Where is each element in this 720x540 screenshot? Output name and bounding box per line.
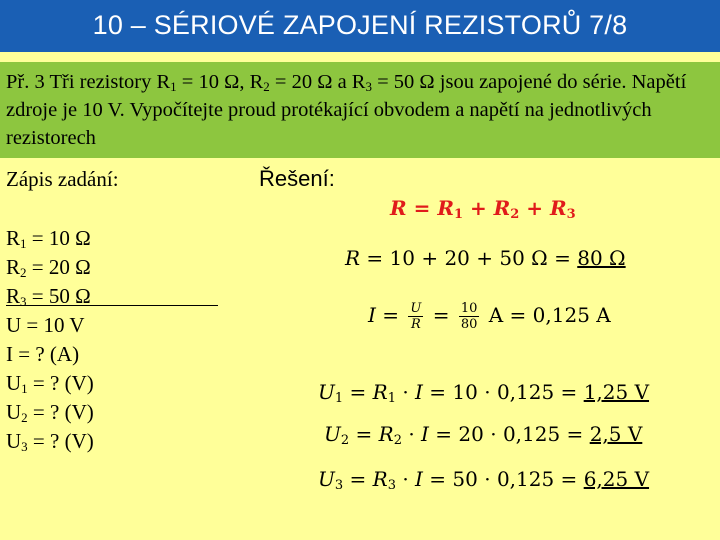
operator: = bbox=[375, 303, 406, 327]
given-symbol: U bbox=[6, 371, 22, 395]
given-list bbox=[6, 224, 246, 456]
var-r: R bbox=[550, 196, 567, 220]
var-u: U bbox=[318, 380, 335, 404]
operator: = bbox=[406, 196, 438, 220]
subscript: 1 bbox=[21, 381, 28, 396]
fraction-10-over-80 bbox=[459, 301, 480, 332]
given-value: = 10 Ω bbox=[26, 226, 91, 250]
problem-text-part: = 10 Ω, R bbox=[176, 71, 264, 93]
given-value: = ? (V) bbox=[27, 371, 94, 395]
var-r: R bbox=[372, 467, 388, 491]
numerator: U bbox=[410, 301, 422, 316]
given-separator-line bbox=[6, 305, 218, 306]
subscript: 3 bbox=[365, 79, 372, 94]
given-value: = ? (V) bbox=[27, 429, 94, 453]
given-line bbox=[6, 369, 246, 398]
given-line bbox=[6, 282, 246, 311]
subscript: 2 bbox=[20, 265, 27, 280]
formula-expression: = 20 · 0,125 = bbox=[428, 422, 590, 446]
zapis-title: Zápis zadání: bbox=[6, 167, 119, 191]
formula-voltage-u1 bbox=[318, 380, 649, 404]
subscript: 1 bbox=[20, 236, 27, 251]
subscript: 1 bbox=[387, 391, 396, 406]
subscript: 3 bbox=[566, 207, 576, 222]
operator: = bbox=[349, 422, 379, 446]
formula-expression: = 10 + 20 + 50 Ω = bbox=[360, 246, 578, 270]
fraction-u-over-r bbox=[408, 301, 423, 332]
problem-text-part: = 50 Ω jsou zapojené do série. Napětí zdroje je 10 V. Vypočítejte proud protékající obvodem a napětí na jednotlivých rezistorech bbox=[6, 71, 687, 149]
operator: · bbox=[401, 422, 422, 446]
var-r: R bbox=[345, 246, 361, 270]
var-r: R bbox=[372, 380, 388, 404]
denominator: 80 bbox=[460, 317, 478, 332]
given-symbol: U bbox=[6, 429, 22, 453]
given-line bbox=[6, 224, 246, 253]
result-current: 0,125 A bbox=[532, 303, 611, 327]
subscript: 2 bbox=[340, 433, 350, 448]
subscript: 3 bbox=[20, 294, 27, 309]
given-symbol: R bbox=[6, 284, 21, 308]
problem-text bbox=[6, 68, 706, 152]
result-voltage-u2: 2,5 V bbox=[589, 422, 643, 446]
operator: = bbox=[343, 380, 373, 404]
subscript: 2 bbox=[393, 433, 402, 448]
formula-expression: = 50 · 0,125 = bbox=[422, 467, 584, 491]
subscript: 2 bbox=[21, 410, 28, 425]
var-i: I bbox=[415, 380, 423, 404]
given-line bbox=[6, 427, 246, 456]
subscript: 3 bbox=[21, 439, 28, 454]
subscript: 1 bbox=[334, 391, 344, 406]
operator: = bbox=[426, 303, 456, 327]
var-r: R bbox=[390, 196, 407, 220]
given-symbol: I = ? (A) bbox=[6, 342, 80, 366]
given-line bbox=[6, 398, 246, 427]
problem-text-part: = 20 Ω a R bbox=[269, 71, 366, 93]
given-symbol: U = 10 V bbox=[6, 313, 85, 337]
given-value: = ? (V) bbox=[27, 400, 94, 424]
result-voltage-u3: 6,25 V bbox=[583, 467, 650, 491]
denominator: R bbox=[410, 317, 421, 332]
given-symbol: U bbox=[6, 400, 22, 424]
subscript: 1 bbox=[453, 207, 463, 222]
subscript: 3 bbox=[387, 478, 396, 493]
formula-total-resistance-general bbox=[390, 196, 576, 220]
title-bar bbox=[0, 0, 720, 52]
var-i: I bbox=[368, 303, 376, 327]
var-i: I bbox=[421, 422, 429, 446]
var-u: U bbox=[318, 467, 335, 491]
given-value: = 20 Ω bbox=[26, 255, 91, 279]
subscript: 2 bbox=[510, 207, 520, 222]
operator: + bbox=[519, 196, 551, 220]
var-i: I bbox=[415, 467, 423, 491]
subscript: 2 bbox=[263, 79, 270, 94]
subscript: 1 bbox=[170, 79, 177, 94]
subscript: 3 bbox=[334, 478, 344, 493]
numerator: 10 bbox=[460, 301, 478, 316]
var-r: R bbox=[493, 196, 511, 220]
formula-expression: = 10 · 0,125 = bbox=[422, 380, 584, 404]
given-line bbox=[6, 311, 246, 340]
reseni-title: Řešení: bbox=[259, 166, 335, 191]
formula-voltage-u3 bbox=[318, 467, 649, 491]
operator: · bbox=[395, 467, 416, 491]
var-r: R bbox=[378, 422, 394, 446]
slide-title: 10 – SÉRIOVÉ ZAPOJENÍ REZISTORŮ 7/8 bbox=[92, 10, 628, 40]
var-r: R bbox=[437, 196, 454, 220]
problem-text-part: Př. 3 Tři rezistory R bbox=[6, 71, 171, 93]
formula-total-resistance bbox=[345, 246, 626, 270]
var-u: U bbox=[324, 422, 341, 446]
operator: · bbox=[395, 380, 416, 404]
problem-box bbox=[0, 62, 720, 158]
formula-current bbox=[368, 301, 611, 332]
operator: = bbox=[343, 467, 373, 491]
operator: + bbox=[462, 196, 494, 220]
given-line bbox=[6, 253, 246, 282]
given-value: = 50 Ω bbox=[26, 284, 91, 308]
given-line bbox=[6, 340, 246, 369]
result-voltage-u1: 1,25 V bbox=[583, 380, 650, 404]
formula-expression: A = bbox=[482, 303, 533, 327]
given-symbol: R bbox=[6, 255, 21, 279]
given-symbol: R bbox=[6, 226, 21, 250]
formula-voltage-u2 bbox=[324, 422, 642, 446]
result-resistance: 80 Ω bbox=[577, 246, 626, 270]
